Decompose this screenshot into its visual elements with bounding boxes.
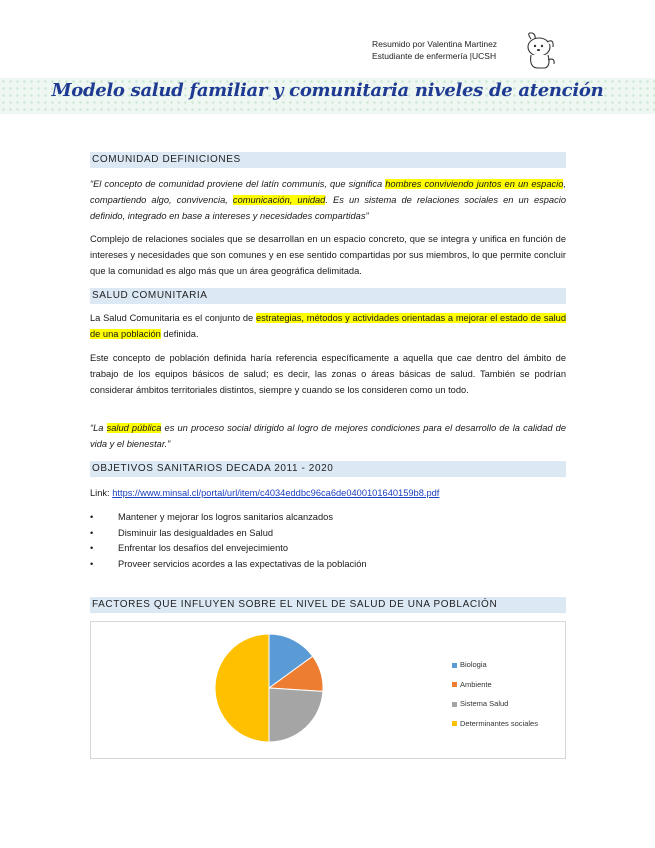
- comunidad-paragraph: Complejo de relaciones sociales que se desarrollan en un espacio concreto, que se integra y unifica en función de intereses y necesidades que son comunes y en ese sentido compartidas por sus miembros, lo que permite concluir que la comunidad es algo más que un área geográfica delimitada.: [90, 234, 566, 276]
- legend-label: Biologia: [460, 660, 487, 669]
- salud-comunitaria-definition: La Salud Comunitaria es el conjunto de estrategias, métodos y actividades orientadas a mejorar el estado de salud de una población definida.: [90, 313, 566, 339]
- salud-comunitaria-paragraph: Este concepto de población definida haría referencia específicamente a aquella que cae dentro del ámbito de trabajo de los equipos básicos de salud; es decir, las zonas o áreas básicas de salud. También se podrían considerar ámbitos territoriales distintos, siempre y cuando se los consideren como un todo.: [90, 353, 566, 395]
- section-heading-salud-comunitaria: SALUD COMUNITARIA: [90, 288, 566, 304]
- minsal-pdf-link[interactable]: https://www.minsal.cl/portal/url/item/c4034eddbc96ca6de0400101640159b8.pdf: [112, 488, 440, 498]
- author-block: [372, 38, 497, 62]
- pie-slice-determinantes-sociales: [215, 634, 269, 742]
- salud-publica-quote: “La salud pública es un proceso social dirigido al logro de mejores condiciones para el desarrollo de la calidad de vida y el bienestar.”: [90, 423, 566, 449]
- objetivos-list: [90, 510, 367, 572]
- legend-label: Determinantes sociales: [460, 718, 538, 728]
- legend-item: [452, 675, 538, 695]
- objetivos-link-line: Link: https://www.minsal.cl/portal/url/item/c4034eddbc96ca6de0400101640159b8.pdf: [90, 488, 440, 498]
- list-item: • Mantener y mejorar los logros sanitarios alcanzados: [90, 510, 367, 526]
- legend-item: [452, 714, 538, 734]
- legend-label: Ambiente: [460, 679, 492, 689]
- legend-item: [452, 694, 538, 714]
- list-item: • Enfrentar los desafíos del envejecimiento: [90, 541, 367, 557]
- dog-mascot-icon: [521, 30, 559, 72]
- legend-swatch: [452, 721, 457, 726]
- legend-swatch: [452, 663, 457, 668]
- section-heading-objetivos: OBJETIVOS SANITARIOS DECADA 2011 - 2020: [90, 461, 566, 477]
- author-role: Estudiante de enfermería |UCSH: [372, 51, 497, 61]
- author-name: Resumido por Valentina Martinez: [372, 39, 498, 49]
- legend-label: Sistema Salud: [460, 699, 509, 708]
- page-title: Modelo salud familiar y comunitaria niveles de atención: [51, 80, 604, 101]
- comunidad-quote: “El concepto de comunidad proviene del latín communis, que significa hombres conviviendo juntos en un espacio, compartiendo algo, convivencia, comunicación, unidad. Es un sistema de relaciones sociales en un espacio definido, integrado en base a intereses y necesidades compartidas”: [90, 179, 566, 221]
- legend-item: [452, 655, 538, 675]
- pie-slice-sistema-salud: [269, 688, 323, 742]
- legend-swatch: [452, 702, 457, 707]
- chart-legend: [452, 655, 538, 733]
- list-item: • Disminuir las desigualdades en Salud: [90, 526, 367, 542]
- pie-chart: [214, 632, 324, 744]
- legend-swatch: [452, 682, 457, 687]
- list-item: • Proveer servicios acordes a las expectativas de la población: [90, 557, 367, 573]
- section-heading-comunidad: COMUNIDAD DEFINICIONES: [90, 152, 566, 168]
- section-heading-factores: FACTORES QUE INFLUYEN SOBRE EL NIVEL DE SALUD DE UNA POBLACIÓN: [90, 597, 566, 613]
